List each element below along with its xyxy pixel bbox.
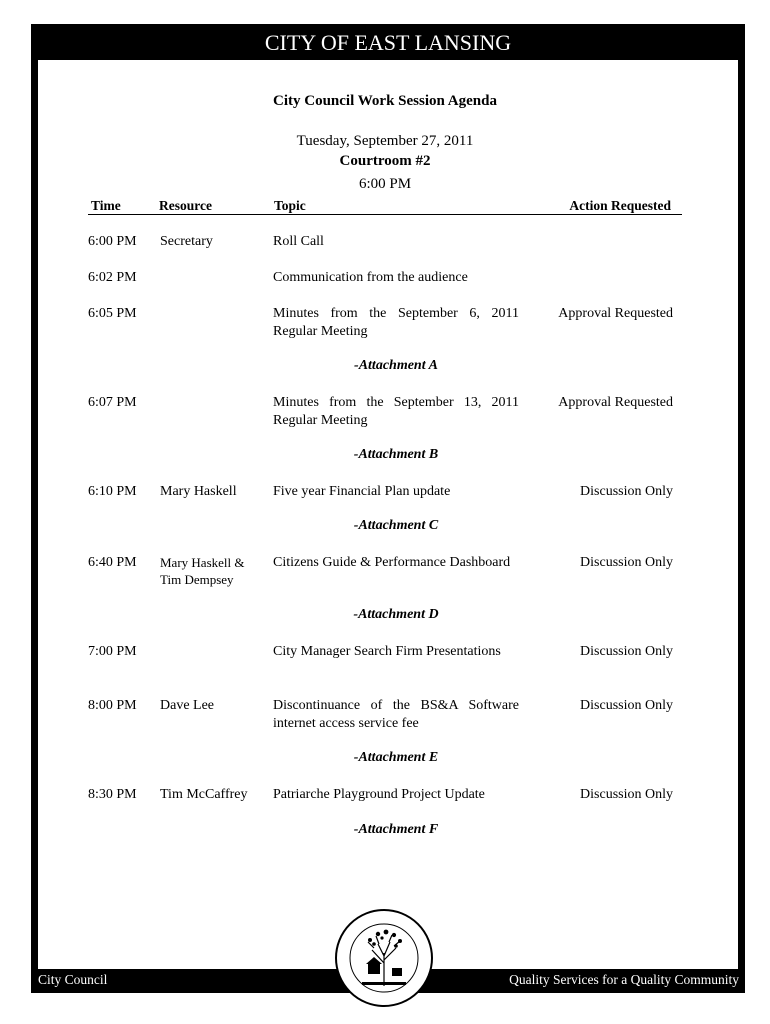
item-attachment: -Attachment B xyxy=(353,447,439,462)
item-action: Approval Requested xyxy=(558,306,673,321)
item-time: 6:40 PM xyxy=(88,555,137,570)
item-topic: Five year Financial Plan update xyxy=(273,484,451,499)
column-header-topic: Topic xyxy=(274,198,306,213)
item-time: 6:00 PM xyxy=(88,234,137,249)
item-resource: Dave Lee xyxy=(160,698,215,713)
item-resource: Mary Haskell xyxy=(160,484,237,499)
item-resource: Mary Haskell & Tim Dempsey xyxy=(160,555,245,587)
meeting-time: 6:00 PM xyxy=(358,176,412,192)
header-rule xyxy=(88,214,682,215)
item-topic: Patriarche Playground Project Update xyxy=(273,787,485,802)
item-action: Discussion Only xyxy=(580,698,673,713)
item-action: Discussion Only xyxy=(580,484,673,499)
city-seal-logo xyxy=(334,908,434,1008)
item-resource: Tim McCaffrey xyxy=(160,787,248,802)
item-action: Discussion Only xyxy=(580,555,673,570)
item-topic: Citizens Guide & Performance Dashboard xyxy=(273,555,511,570)
column-header-action: Action Requested xyxy=(569,198,671,213)
column-header-resource: Resource xyxy=(159,198,212,213)
meeting-location: Courtroom #2 xyxy=(339,153,431,169)
item-topic: City Manager Search Firm Presentations xyxy=(273,644,501,659)
item-time: 6:05 PM xyxy=(88,306,137,321)
item-topic: Minutes from the September 6, 2011 Regular Meeting xyxy=(273,306,519,339)
item-time: 8:00 PM xyxy=(88,698,137,713)
item-topic: Discontinuance of the BS&A Software internet access service fee xyxy=(273,698,519,731)
item-topic: Minutes from the September 13, 2011 Regular Meeting xyxy=(273,395,519,428)
item-time: 6:07 PM xyxy=(88,395,137,410)
item-resource: Secretary xyxy=(160,234,213,249)
document-title: City Council Work Session Agenda xyxy=(273,93,497,109)
footer-left-text: City Council xyxy=(38,972,108,987)
meeting-date: Tuesday, September 27, 2011 xyxy=(296,133,474,149)
item-time: 7:00 PM xyxy=(88,644,137,659)
item-attachment: -Attachment E xyxy=(353,750,439,765)
item-time: 6:10 PM xyxy=(88,484,137,499)
item-time: 6:02 PM xyxy=(88,270,137,285)
item-action: Discussion Only xyxy=(580,787,673,802)
item-action: Approval Requested xyxy=(558,395,673,410)
column-header-time: Time xyxy=(91,198,121,213)
item-attachment: -Attachment F xyxy=(353,822,439,837)
footer-right-text: Quality Services for a Quality Community xyxy=(509,972,739,987)
item-attachment: -Attachment C xyxy=(353,518,439,533)
item-attachment: -Attachment D xyxy=(353,607,439,622)
item-time: 8:30 PM xyxy=(88,787,137,802)
item-topic: Communication from the audience xyxy=(273,270,468,285)
item-topic: Roll Call xyxy=(273,234,324,249)
item-attachment: -Attachment A xyxy=(354,358,438,373)
item-action: Discussion Only xyxy=(580,644,673,659)
page-header-title: CITY OF EAST LANSING xyxy=(264,30,512,55)
